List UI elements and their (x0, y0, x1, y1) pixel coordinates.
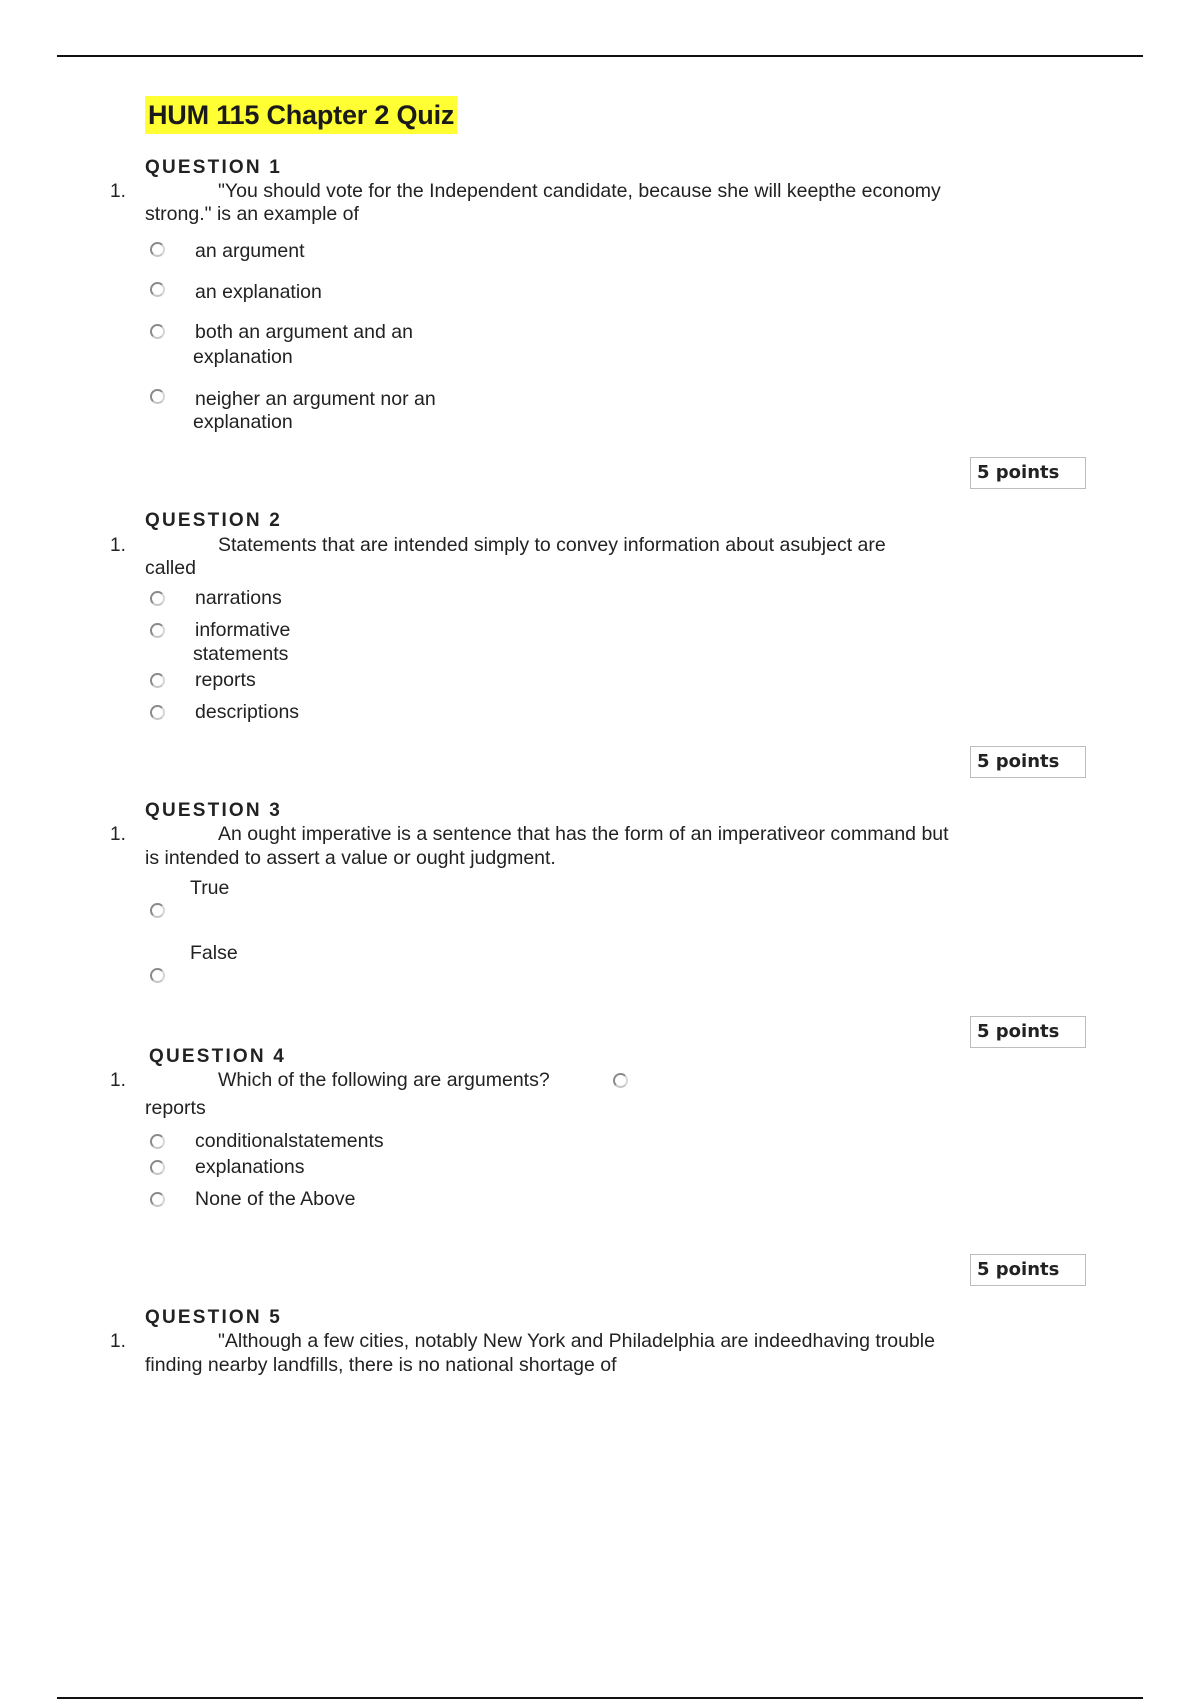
q1-option-3-label: both an argument and an (195, 321, 413, 343)
question-3-text-line1: An ought imperative is a sentence that has the form of an imperativeor command but (218, 823, 949, 845)
q2-option-2-label-line2: statements (193, 643, 289, 665)
q4-option-1-label: reports (145, 1097, 206, 1119)
q4-option-2-label: conditionalstatements (195, 1130, 384, 1152)
question-1-heading: QUESTION 1 (145, 157, 283, 178)
q1-option-1-label: an argument (195, 240, 305, 262)
question-3-text-line2: is intended to assert a value or ought judgment. (145, 847, 556, 869)
q1-option-3-radio[interactable] (150, 324, 165, 339)
q4-points-badge: 5 points (970, 1254, 1086, 1286)
question-4-heading: QUESTION 4 (149, 1046, 287, 1067)
q2-option-1-label: narrations (195, 587, 282, 609)
question-4-number: 1. (110, 1070, 126, 1091)
q1-option-4-label: neigher an argument nor an (195, 388, 436, 410)
q3-option-1-label: True (190, 877, 230, 899)
q1-option-4-label-line2: explanation (193, 411, 293, 433)
q2-option-3-label: reports (195, 669, 256, 691)
q1-points-badge: 5 points (970, 457, 1086, 489)
page-title: HUM 115 Chapter 2 Quiz (145, 96, 457, 134)
question-5-text-line2: finding nearby landfills, there is no national shortage of (145, 1354, 617, 1376)
question-2-text-line1: Statements that are intended simply to convey information about asubject are (218, 534, 886, 556)
q1-option-2-label: an explanation (195, 281, 322, 303)
q1-option-1-radio[interactable] (150, 242, 165, 257)
question-5-text-line1: "Although a few cities, notably New York and Philadelphia are indeedhaving trouble (218, 1330, 935, 1352)
q3-option-2-label: False (190, 942, 238, 964)
q3-option-2-radio[interactable] (150, 968, 165, 983)
q2-option-2-radio[interactable] (150, 623, 165, 638)
q4-option-4-label: None of the Above (195, 1188, 356, 1210)
question-3-heading: QUESTION 3 (145, 800, 283, 821)
q3-option-1-radio[interactable] (150, 903, 165, 918)
question-5-number: 1. (110, 1331, 126, 1352)
q1-option-4-radio[interactable] (150, 389, 165, 404)
question-2-heading: QUESTION 2 (145, 510, 283, 531)
q2-option-2-label: informative (195, 619, 291, 641)
q1-option-3-label-line2: explanation (193, 346, 293, 368)
q3-points-badge: 5 points (970, 1016, 1086, 1048)
q2-option-1-radio[interactable] (150, 591, 165, 606)
question-1-text-line1: "You should vote for the Independent candidate, because she will keepthe economy (218, 180, 941, 202)
q2-option-4-radio[interactable] (150, 705, 165, 720)
question-1-number: 1. (110, 181, 126, 202)
question-5-heading: QUESTION 5 (145, 1307, 283, 1328)
q4-option-1-radio[interactable] (613, 1073, 628, 1088)
question-2-text-line2: called (145, 557, 196, 579)
q4-option-3-radio[interactable] (150, 1160, 165, 1175)
bottom-rule (57, 1697, 1143, 1699)
q4-option-3-label: explanations (195, 1156, 305, 1178)
q2-option-3-radio[interactable] (150, 673, 165, 688)
q2-option-4-label: descriptions (195, 701, 300, 723)
question-4-text-line1: Which of the following are arguments? (218, 1069, 550, 1091)
q1-option-2-radio[interactable] (150, 282, 165, 297)
top-rule (57, 55, 1143, 57)
question-1-text-line2: strong." is an example of (145, 203, 359, 225)
question-2-number: 1. (110, 535, 126, 556)
q2-points-badge: 5 points (970, 746, 1086, 778)
question-3-number: 1. (110, 824, 126, 845)
q4-option-2-radio[interactable] (150, 1134, 165, 1149)
q4-option-4-radio[interactable] (150, 1192, 165, 1207)
